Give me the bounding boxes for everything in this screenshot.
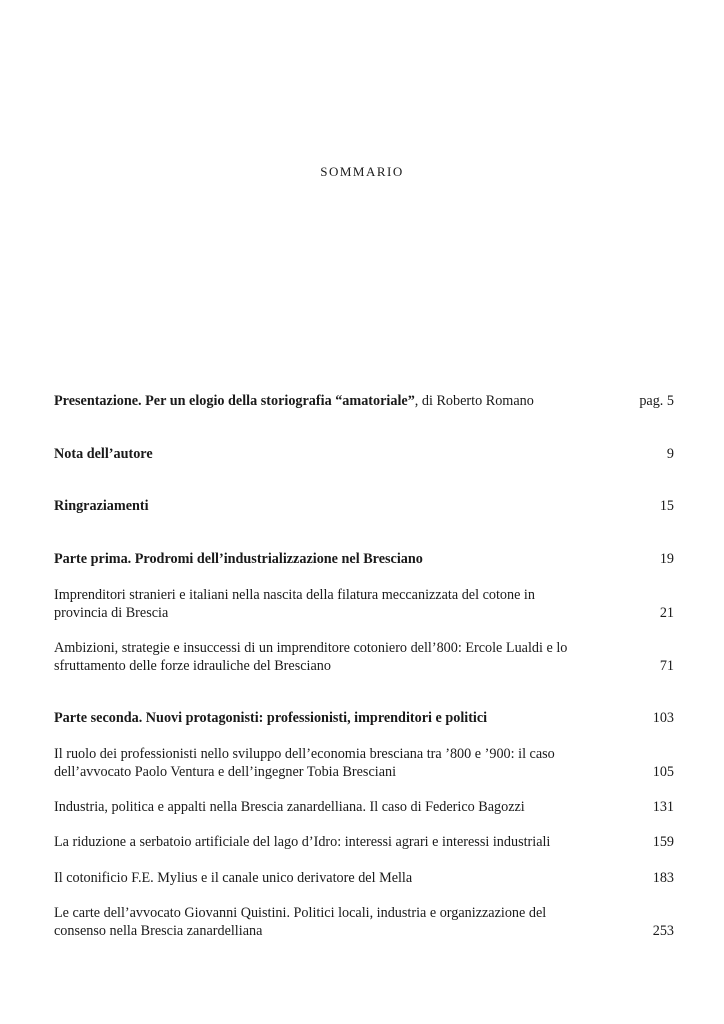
toc-entry-page: 15 [659, 498, 674, 514]
toc-entry-title: Parte seconda. Nuovi protagonisti: professionisti, imprenditori e politici [54, 710, 488, 726]
toc-entry-presentazione[interactable] [54, 392, 674, 410]
page-title: sommario [320, 160, 404, 180]
toc-entry-parte-seconda[interactable] [54, 709, 674, 727]
toc-entry-chapter[interactable] [54, 639, 674, 675]
toc-entry-page: 183 [652, 870, 674, 886]
toc-entry-title: Nota dell’autore [54, 446, 153, 462]
toc-entry-nota-autore[interactable] [54, 445, 674, 463]
toc-entry-page: 19 [659, 551, 674, 567]
toc-entry-chapter[interactable] [54, 586, 674, 622]
toc-entry-chapter[interactable] [54, 745, 674, 781]
toc-entry-page: pag. 5 [639, 393, 674, 409]
toc-entry-title: Ringraziamenti [54, 498, 149, 514]
toc-entry-page: 253 [652, 923, 674, 939]
toc-entry-chapter[interactable] [54, 904, 674, 940]
toc-entry-title: Le carte dell’avvocato Giovanni Quistini. Politici locali, industria e organizzazione del consenso nella Brescia zanardelliana [54, 905, 547, 939]
toc-entry-chapter[interactable] [54, 869, 674, 887]
toc-entry-title: Industria, politica e appalti nella Brescia zanardelliana. Il caso di Federico Bagozzi [54, 799, 525, 815]
toc-entry-ringraziamenti[interactable] [54, 497, 674, 515]
toc-entry-parte-prima[interactable] [54, 550, 674, 568]
toc-entry-page: 21 [659, 605, 674, 621]
toc-entry-page: 103 [652, 710, 674, 726]
toc-entry-title: Il ruolo dei professionisti nello sviluppo dell’economia bresciana tra ’800 e ’900: il caso dell’avvocato Paolo Ventura e dell’ingegner Tobia Bresciani [54, 746, 555, 780]
toc-entry-page: 159 [652, 834, 674, 850]
toc-entry-title: Parte prima. Prodromi dell’industrializzazione nel Bresciano [54, 551, 423, 567]
toc-entry-title: Il cotonificio F.E. Mylius e il canale unico derivatore del Mella [54, 870, 413, 886]
toc-entry-title: La riduzione a serbatoio artificiale del lago d’Idro: interessi agrari e interessi industriali [54, 834, 551, 850]
toc-entry-title: Ambizioni, strategie e insuccessi di un imprenditore cotoniero dell’800: Ercole Lualdi e lo sfruttamento delle forze idrauliche del Bresciano [54, 640, 568, 674]
toc-entry-page: 9 [666, 446, 674, 462]
toc-entry-page: 131 [652, 799, 674, 815]
toc-entry-title: Presentazione. Per un elogio della storiografia “amatoriale” [54, 393, 415, 409]
toc-entry-page: 105 [652, 764, 674, 780]
toc-entry-title: Imprenditori stranieri e italiani nella nascita della filatura meccanizzata del cotone in provincia di Brescia [54, 587, 535, 621]
toc-entry-chapter[interactable] [54, 798, 674, 816]
toc-entry-author: , di Roberto Romano [414, 393, 534, 409]
toc-entry-page: 71 [659, 658, 674, 674]
toc-entry-chapter[interactable] [54, 833, 674, 851]
